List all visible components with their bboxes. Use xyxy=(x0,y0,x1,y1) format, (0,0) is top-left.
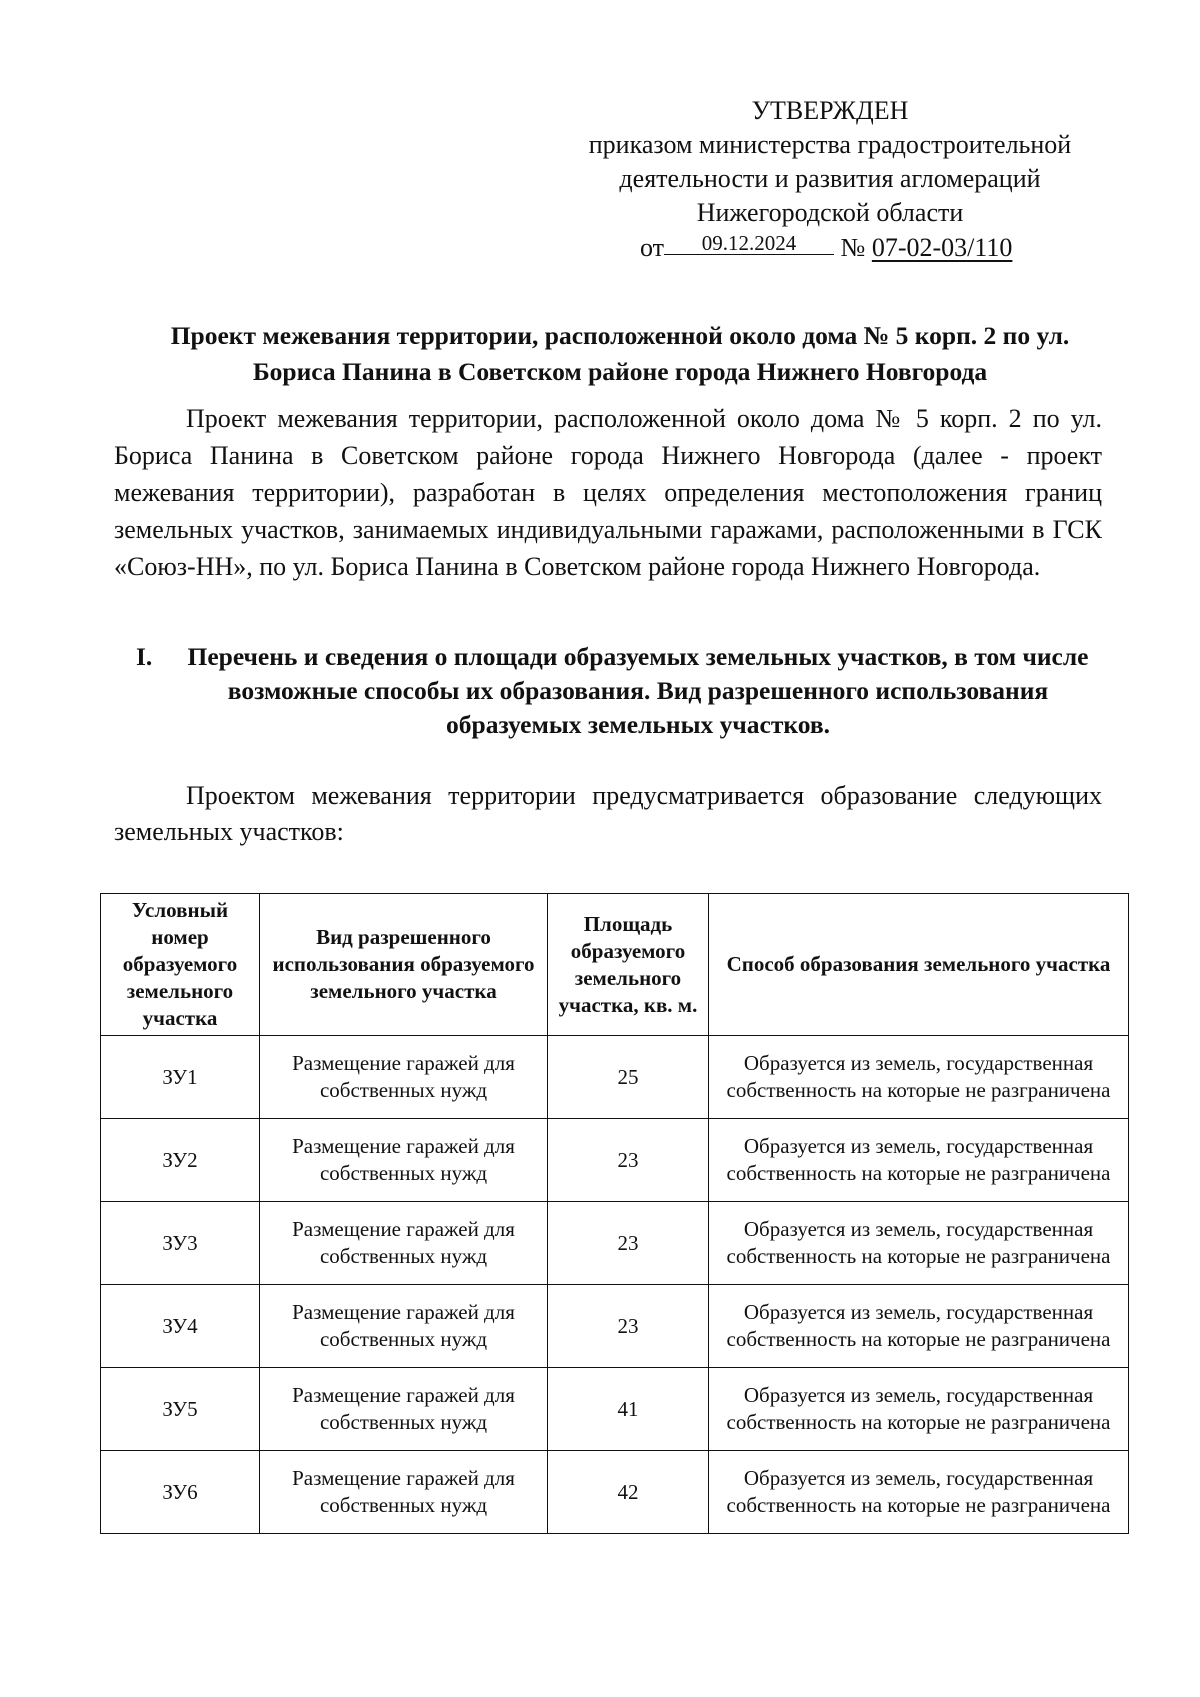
lead-paragraph: Проектом межевания территории предусматривается образование следующих земельных участков: xyxy=(114,781,1102,846)
approval-line-2: деятельности и развития агломераций xyxy=(619,164,1041,193)
plot-method: Образуется из земель, государственная собственность на которые не разграничена xyxy=(709,1202,1129,1285)
section-number: I. xyxy=(136,642,153,671)
section-title: Перечень и сведения о площади образуемых земельных участков, в том числе возможные способы их образования. Вид разрешенного использования образуемых земельных участков. xyxy=(187,642,1089,739)
plot-id: ЗУ1 xyxy=(101,1036,260,1119)
table-row xyxy=(101,1368,1129,1451)
header-formation-method: Способ образования земельного участка xyxy=(709,894,1129,1036)
plot-area: 23 xyxy=(548,1119,709,1202)
plot-use: Размещение гаражей для собственных нужд xyxy=(260,1285,548,1368)
order-from-label: от xyxy=(640,233,665,262)
header-plot-number: Условный номер образуемого земельного участка xyxy=(101,894,260,1036)
table-row xyxy=(101,1451,1129,1534)
approval-line-1: приказом министерства градостроительной xyxy=(588,130,1072,159)
plot-id: ЗУ6 xyxy=(101,1451,260,1534)
plot-id: ЗУ2 xyxy=(101,1119,260,1202)
header-permitted-use: Вид разрешенного использования образуемого земельного участка xyxy=(260,894,548,1036)
plot-use: Размещение гаражей для собственных нужд xyxy=(260,1036,548,1119)
plot-id: ЗУ4 xyxy=(101,1285,260,1368)
table-row xyxy=(101,1202,1129,1285)
approval-heading: УТВЕРЖДЕН xyxy=(751,96,909,125)
plot-use: Размещение гаражей для собственных нужд xyxy=(260,1451,548,1534)
plot-method: Образуется из земель, государственная собственность на которые не разграничена xyxy=(709,1119,1129,1202)
header-area: Площадь образуемого земельного участка, кв. м. xyxy=(548,894,709,1036)
plot-area: 25 xyxy=(548,1036,709,1119)
plot-method: Образуется из земель, государственная собственность на которые не разграничена xyxy=(709,1036,1129,1119)
land-plots-table xyxy=(100,893,1129,1534)
order-line xyxy=(640,232,1040,263)
plot-use: Размещение гаражей для собственных нужд xyxy=(260,1202,548,1285)
plot-area: 42 xyxy=(548,1451,709,1534)
plot-method: Образуется из земель, государственная собственность на которые не разграничена xyxy=(709,1451,1129,1534)
document-title: Проект межевания территории, расположенной около дома № 5 корп. 2 по ул. Бориса Панина в Советском районе города Нижнего Новгорода xyxy=(170,321,1070,386)
table-header-row xyxy=(101,894,1129,1036)
approval-line-3: Нижегородской области xyxy=(696,198,964,227)
plot-method: Образуется из земель, государственная собственность на которые не разграничена xyxy=(709,1368,1129,1451)
plot-use: Размещение гаражей для собственных нужд xyxy=(260,1368,548,1451)
plot-area: 23 xyxy=(548,1285,709,1368)
plot-id: ЗУ5 xyxy=(101,1368,260,1451)
section-heading xyxy=(130,640,1100,742)
table-row xyxy=(101,1285,1129,1368)
plot-id: ЗУ3 xyxy=(101,1202,260,1285)
intro-paragraph: Проект межевания территории, расположенной около дома № 5 корп. 2 по ул. Бориса Панина в Советском районе города Нижнего Новгорода (далее - проект межевания территории), разработан в целях определения местоположения границ земельных участков, занимаемых индивидуальными гаражами, расположенными в ГСК «Союз-НН», по ул. Бориса Панина в Советском районе города Нижнего Новгорода. xyxy=(114,404,1102,581)
plot-method: Образуется из земель, государственная собственность на которые не разграничена xyxy=(709,1285,1129,1368)
order-date: 09.12.2024 xyxy=(664,232,834,255)
table-row xyxy=(101,1119,1129,1202)
order-number: 07-02-03/110 xyxy=(871,233,1013,262)
plot-area: 41 xyxy=(548,1368,709,1451)
plot-use: Размещение гаражей для собственных нужд xyxy=(260,1119,548,1202)
plot-area: 23 xyxy=(548,1202,709,1285)
order-number-label: № xyxy=(840,233,866,262)
table-row xyxy=(101,1036,1129,1119)
